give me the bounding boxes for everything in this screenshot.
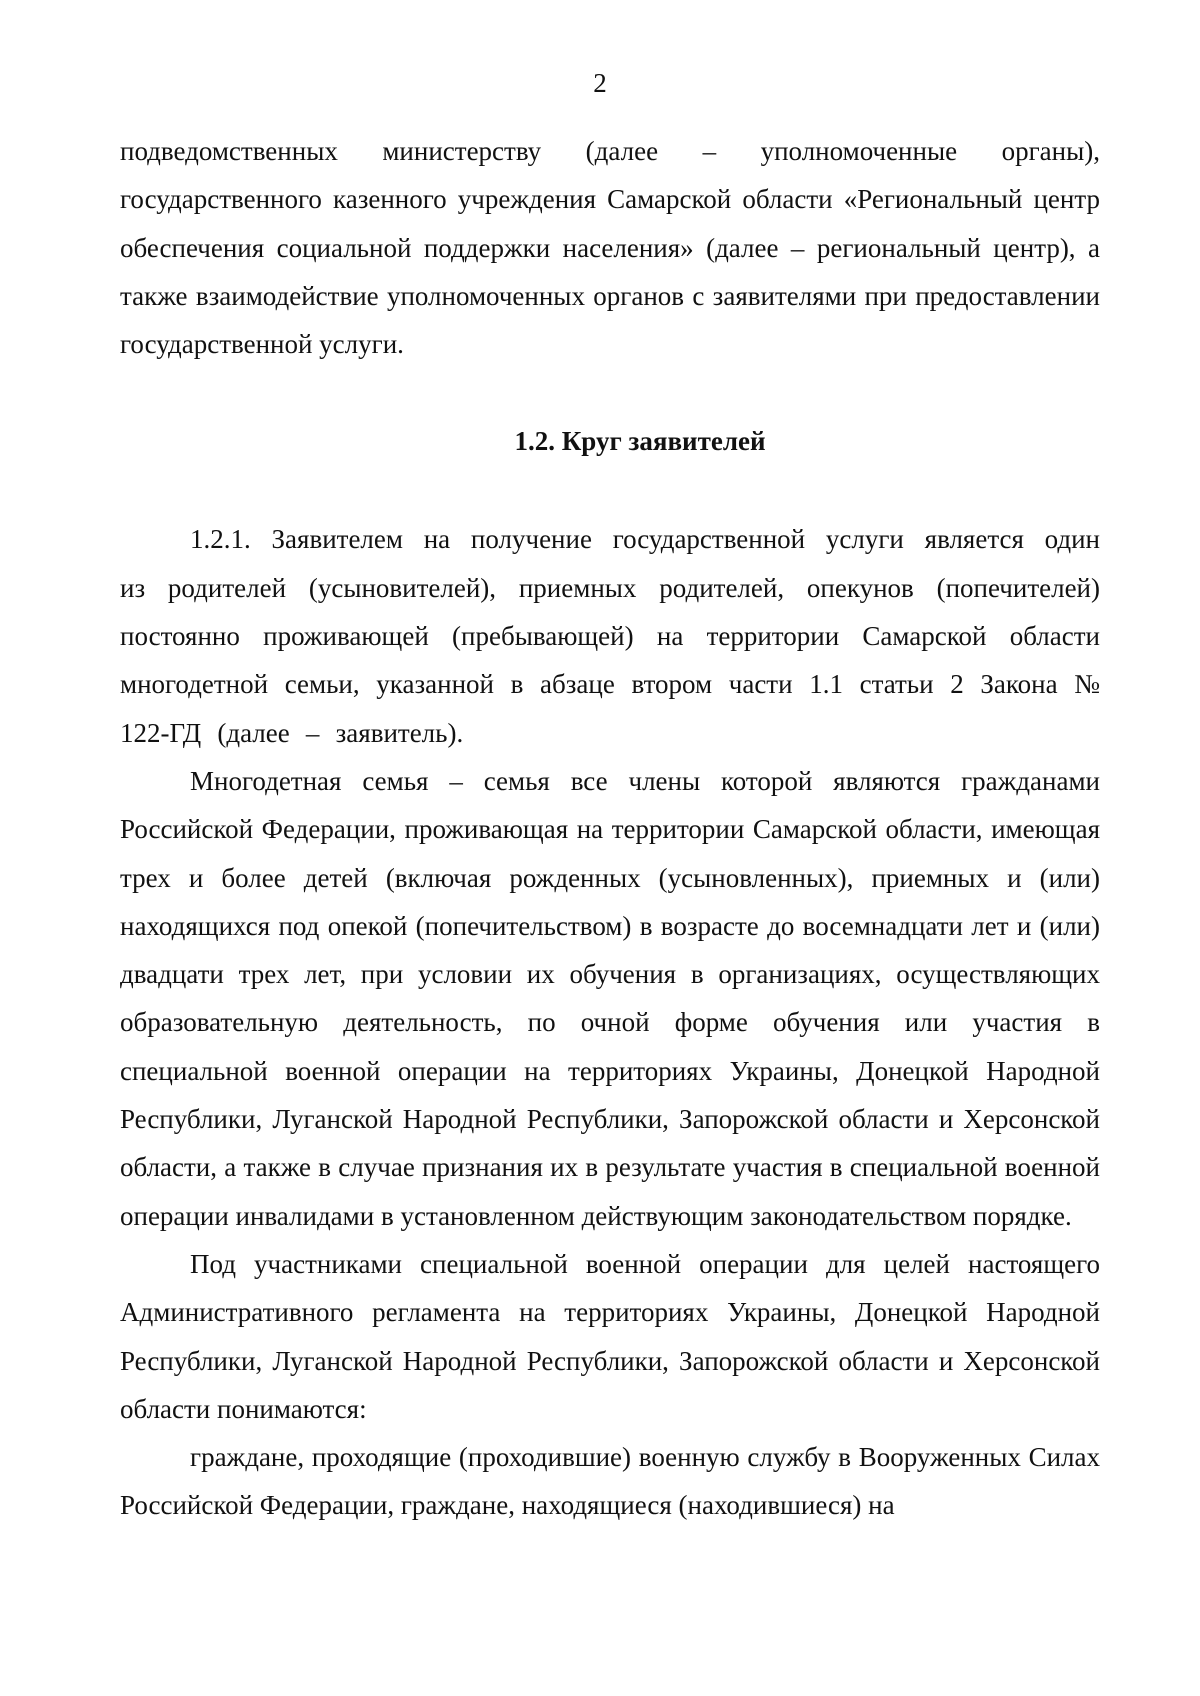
page-number: 2 bbox=[593, 68, 607, 98]
paragraph-citizens-military-service: граждане, проходящие (проходившие) военную службу в Вооруженных Силах Российской Федерации, граждане, находящиеся (находившиеся) на bbox=[120, 1442, 1100, 1521]
section-heading: 1.2. Круг заявителей bbox=[514, 426, 766, 457]
paragraph-svo-participants: Под участниками специальной военной операции для целей настоящего Административного регламента на территориях Украины, Донецкой Народной Республики, Луганской Народной Республики, Запорожской области и Херсонской области понимаются: bbox=[120, 1248, 1100, 1424]
document-body bbox=[120, 127, 1100, 1530]
paragraph-applicant-definition: 1.2.1. Заявителем на получение государственной услуги является один из родителей (усыновителей), приемных родителей, опекунов (попечителей) постоянно проживающей (пребывающей) на территории Самарской области многодетной семьи, указанной в абзаце втором части 1.1 статьи 2 Закона № 122-ГД (далее – заявитель). bbox=[120, 524, 1100, 748]
paragraph-intro-continuation: подведомственных министерству (далее – уполномоченные органы), государственного казенного учреждения Самарской области «Региональный центр обеспечения социальной поддержки населения» (далее – региональный центр), а также взаимодействие уполномоченных органов с заявителями при предоставлении государственной услуги. bbox=[120, 136, 1100, 360]
paragraph-large-family-definition: Многодетная семья – семья все члены которой являются гражданами Российской Федерации, проживающая на территории Самарской области, имеющая трех и более детей (включая рожденных (усыновленных), приемных и (или) находящихся под опекой (попечительством) в возрасте до восемнадцати лет и (или) двадцати трех лет, при условии их обучения в организациях, осуществляющих образовательную деятельность, по очной форме обучения или участия в специальной военной операции на территориях Украины, Донецкой Народной Республики, Луганской Народной Республики, Запорожской области и Херсонской области, а также в случае признания их в результате участия в специальной военной операции инвалидами в установленном действующим законодательством порядке. bbox=[120, 765, 1100, 1231]
